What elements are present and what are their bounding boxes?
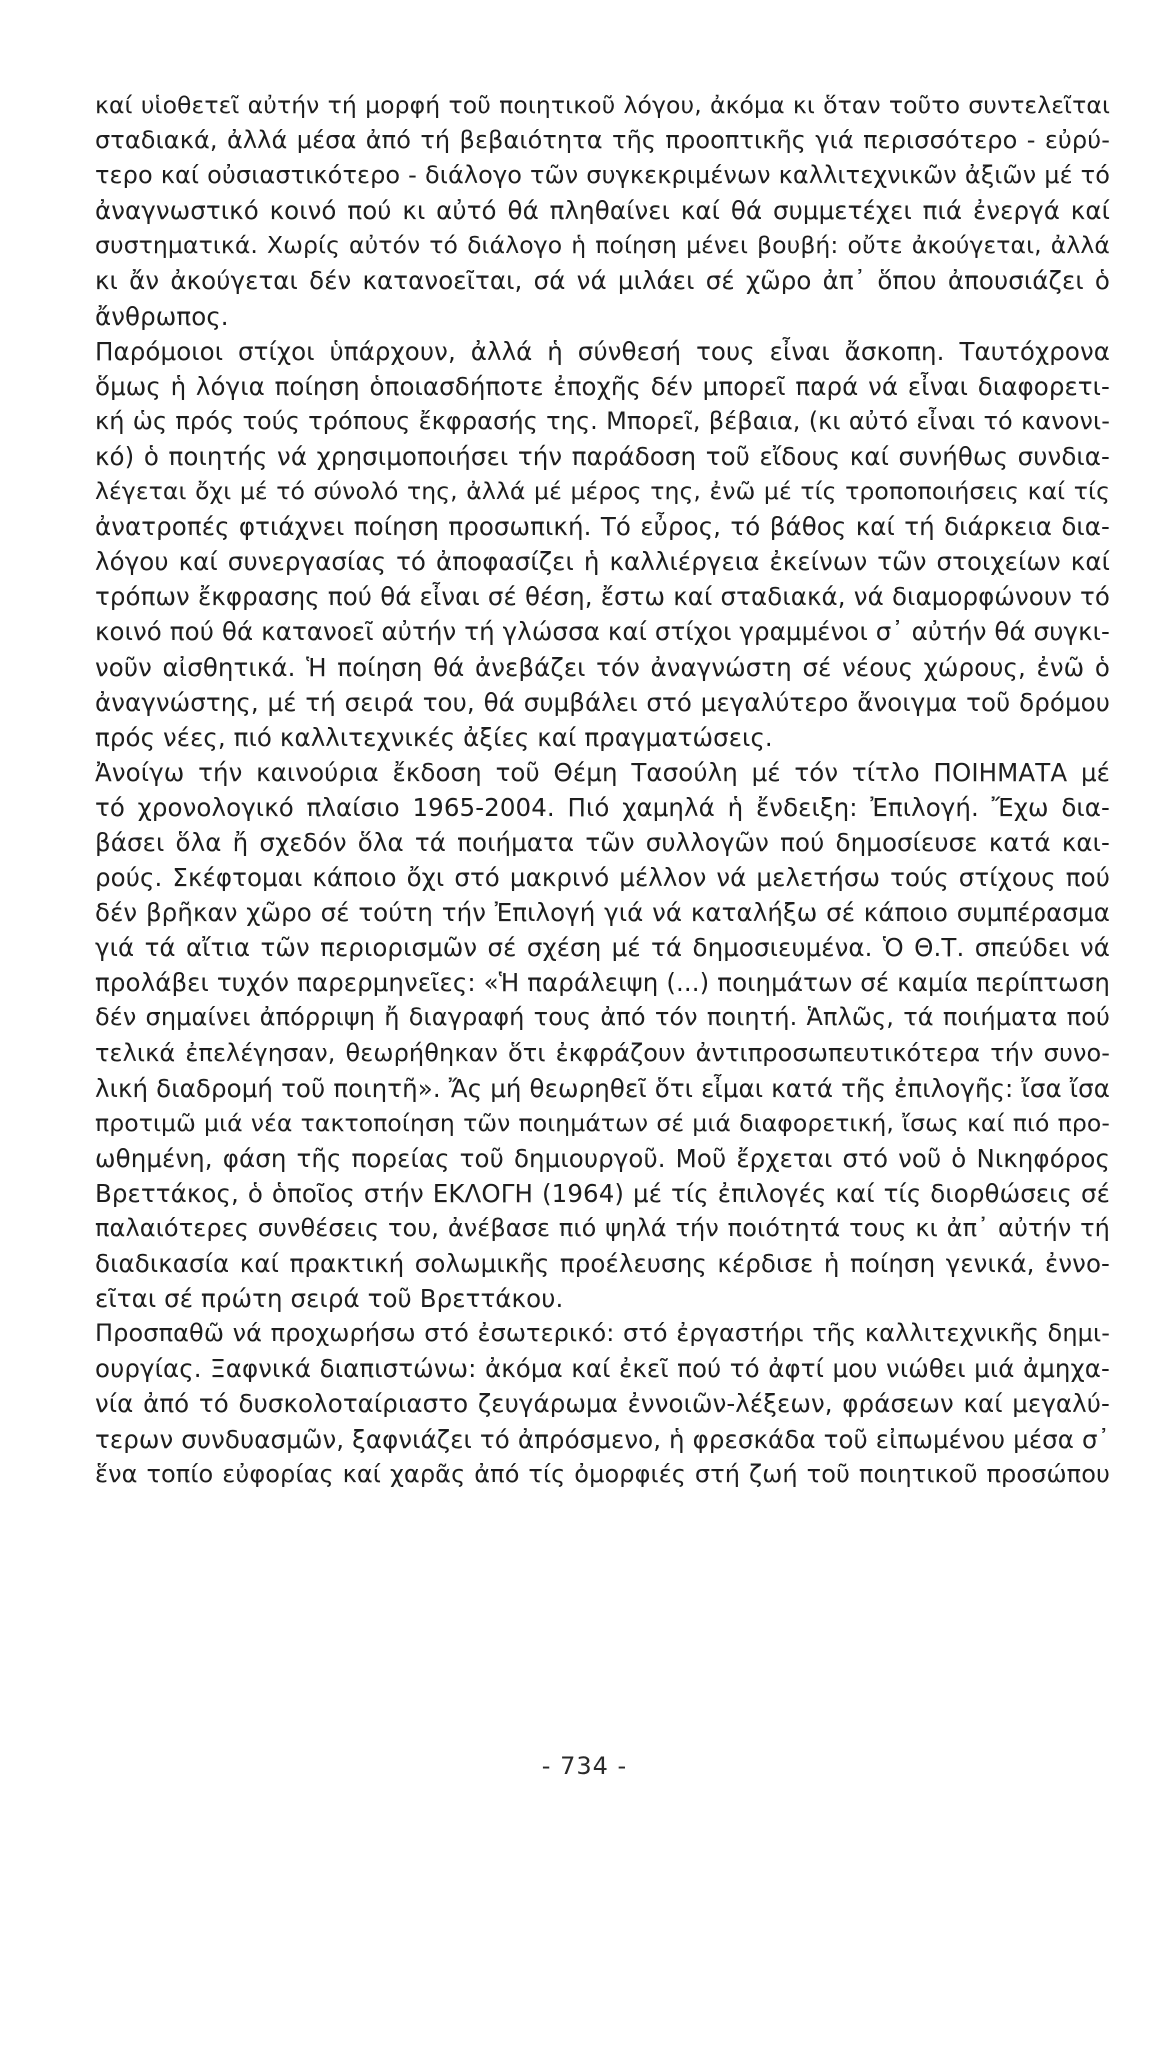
text-line: κοινό πού θά κατανοεῖ αὐτήν τή γλώσσα καί στίχοι γραμμένοι σ᾽ αὐτήν θά συγκι- xyxy=(95,617,1110,647)
text-line: παλαιότερες συνθέσεις του, ἀνέβασε πιό ψηλά τήν ποιότητά τους κι ἀπ᾽ αὐτήν τή xyxy=(95,1214,1110,1242)
text-line: σταδιακά, ἀλλά μέσα ἀπό τή βεβαιότητα τῆς προοπτικῆς γιά περισσότερο - εὐρύ- xyxy=(95,126,1110,155)
text-line: τερων συνδυασμῶν, ξαφνιάζει τό ἀπρόσμενο, ἡ φρεσκάδα τοῦ εἰπωμένου μέσα σ᾽ xyxy=(95,1424,1110,1454)
text-line: ρούς. Σκέφτομαι κάποιο ὄχι στό μακρινό μέλλον νά μελετήσω τούς στίχους πού xyxy=(95,863,1110,893)
text-line: κή ὡς πρός τούς τρόπους ἔκφρασής της. Μπορεῖ, βέβαια, (κι αὐτό εἶναι τό κανονι- xyxy=(95,406,1110,435)
text-line: νία ἀπό τό δυσκολοταίριαστο ζευγάρωμα ἐννοιῶν-λέξεων, φράσεων καί μεγαλύ- xyxy=(95,1389,1110,1419)
text-line: δέν σημαίνει ἀπόρριψη ἤ διαγραφή τους ἀπό τόν ποιητή. Ἁπλῶς, τά ποιήματα πού xyxy=(95,1003,1110,1032)
text-line: ἀνατροπές φτιάχνει ποίηση προσωπική. Τό εὖρος, τό βάθος καί τή διάρκεια δια- xyxy=(95,512,1110,542)
text-line: νοῦν αἰσθητικά. Ἡ ποίηση θά ἀνεβάζει τόν ἀναγνώστη σέ νέους χώρους, ἐνῶ ὁ xyxy=(95,652,1110,682)
text-line: βάσει ὅλα ἤ σχεδόν ὅλα τά ποιήματα τῶν συλλογῶν πού δημοσίευσε κατά και- xyxy=(95,827,1110,857)
text-line: πρός νέες, πιό καλλιτεχνικές ἀξίες καί πραγματώσεις. xyxy=(95,722,773,752)
document-body xyxy=(95,88,1110,1492)
text-line: λική διαδρομή τοῦ ποιητῆ». Ἄς μή θεωρηθεῖ ὅτι εἶμαι κατά τῆς ἐπιλογῆς: ἴσα ἴσα xyxy=(95,1073,1110,1103)
text-line: κό) ὁ ποιητής νά χρησιμοποιήσει τήν παράδοση τοῦ εἴδους καί συνήθως συνδια- xyxy=(95,441,1110,471)
text-line: προλάβει τυχόν παρερμηνεῖες: «Ἡ παράλειψη (...) ποιημάτων σέ καμία περίπτωση xyxy=(95,968,1110,998)
text-line: ἕνα τοπίο εὐφορίας καί χαρᾶς ἀπό τίς ὀμορφιές στή ζωή τοῦ ποιητικοῦ προσώπου xyxy=(95,1459,1110,1488)
text-line: Παρόμοιοι στίχοι ὑπάρχουν, ἀλλά ἡ σύνθεσή τους εἶναι ἄσκοπη. Ταυτόχρονα xyxy=(95,336,1110,366)
text-line: Ἀνοίγω τήν καινούρια ἔκδοση τοῦ Θέμη Τασούλη μέ τόν τίτλο ΠΟΙΗΜΑΤΑ μέ xyxy=(95,757,1110,787)
text-line: δέν βρῆκαν χῶρο σέ τούτη τήν Ἐπιλογή γιά νά καταλήξω σέ κάποιο συμπέρασμα xyxy=(95,898,1110,928)
text-line: κι ἄν ἀκούγεται δέν κατανοεῖται, σά νά μιλάει σέ χῶρο ἀπ᾽ ὅπου ἀπουσιάζει ὁ xyxy=(95,266,1110,296)
text-line: ὅμως ἡ λόγια ποίηση ὁποιασδήποτε ἐποχῆς δέν μπορεῖ παρά νά εἶναι διαφορετι- xyxy=(95,371,1110,401)
page-number: - 734 - xyxy=(541,1752,628,1780)
text-line: εῖται σέ πρώτη σειρά τοῦ Βρεττάκου. xyxy=(95,1284,564,1314)
text-line: ἀναγνώστης, μέ τή σειρά του, θά συμβάλει στό μεγαλύτερο ἄνοιγμα τοῦ δρόμου xyxy=(95,687,1110,717)
text-line: λόγου καί συνεργασίας τό ἀποφασίζει ἡ καλλιέργεια ἐκείνων τῶν στοιχείων καί xyxy=(95,547,1110,577)
text-line: ἀναγνωστικό κοινό πού κι αὐτό θά πληθαίνει καί θά συμμετέχει πιά ἐνεργά καί xyxy=(95,196,1110,226)
text-line: ωθημένη, φάση τῆς πορείας τοῦ δημιουργοῦ. Μοῦ ἔρχεται στό νοῦ ὁ Νικηφόρος xyxy=(95,1143,1110,1173)
text-line: προτιμῶ μιά νέα τακτοποίηση τῶν ποιημάτων σέ μιά διαφορετική, ἴσως καί πιό προ- xyxy=(95,1108,1110,1137)
text-line: τό χρονολογικό πλαίσιο 1965-2004. Πιό χαμηλά ἡ ἔνδειξη: Ἐπιλογή. Ἔχω δια- xyxy=(95,792,1110,822)
text-line: συστηματικά. Χωρίς αὐτόν τό διάλογο ἡ ποίηση μένει βουβή: οὔτε ἀκούγεται, ἀλλά xyxy=(95,231,1110,260)
text-line: τελικά ἐπελέγησαν, θεωρήθηκαν ὅτι ἐκφράζουν ἀντιπροσωπευτικότερα τήν συνο- xyxy=(95,1038,1110,1067)
text-line: Βρεττάκος, ὁ ὁποῖος στήν ΕΚΛΟΓΗ (1964) μέ τίς ἐπιλογές καί τίς διορθώσεις σέ xyxy=(95,1178,1110,1208)
text-line: γιά τά αἴτια τῶν περιορισμῶν σέ σχέση μέ τά δημοσιευμένα. Ὁ Θ.Τ. σπεύδει νά xyxy=(95,933,1110,963)
text-line: διαδικασία καί πρακτική σολωμικῆς προέλευσης κέρδισε ἡ ποίηση γενικά, ἐννο- xyxy=(95,1249,1110,1279)
text-line: ἄνθρωπος. xyxy=(95,301,229,331)
text-line: λέγεται ὄχι μέ τό σύνολό της, ἀλλά μέ μέρος της, ἐνῶ μέ τίς τροποποιήσεις καί τίς xyxy=(95,477,1110,506)
text-line: καί υἱοθετεῖ αὐτήν τή μορφή τοῦ ποιητικοῦ λόγου, ἀκόμα κι ὅταν τοῦτο συντελεῖται xyxy=(95,91,1110,119)
text-line: τρόπων ἔκφρασης πού θά εἶναι σέ θέση, ἔστω καί σταδιακά, νά διαμορφώνουν τό xyxy=(95,582,1110,612)
text-line: τερο καί οὐσιαστικότερο - διάλογο τῶν συγκεκριμένων καλλιτεχνικῶν ἀξιῶν μέ τό xyxy=(95,161,1110,190)
text-line: Προσπαθῶ νά προχωρήσω στό ἐσωτερικό: στό ἐργαστήρι τῆς καλλιτεχνικῆς δημι- xyxy=(95,1319,1110,1348)
text-line: ουργίας. Ξαφνικά διαπιστώνω: ἀκόμα καί ἐκεῖ πού τό ἀφτί μου νιώθει μιά ἀμηχα- xyxy=(95,1354,1110,1384)
